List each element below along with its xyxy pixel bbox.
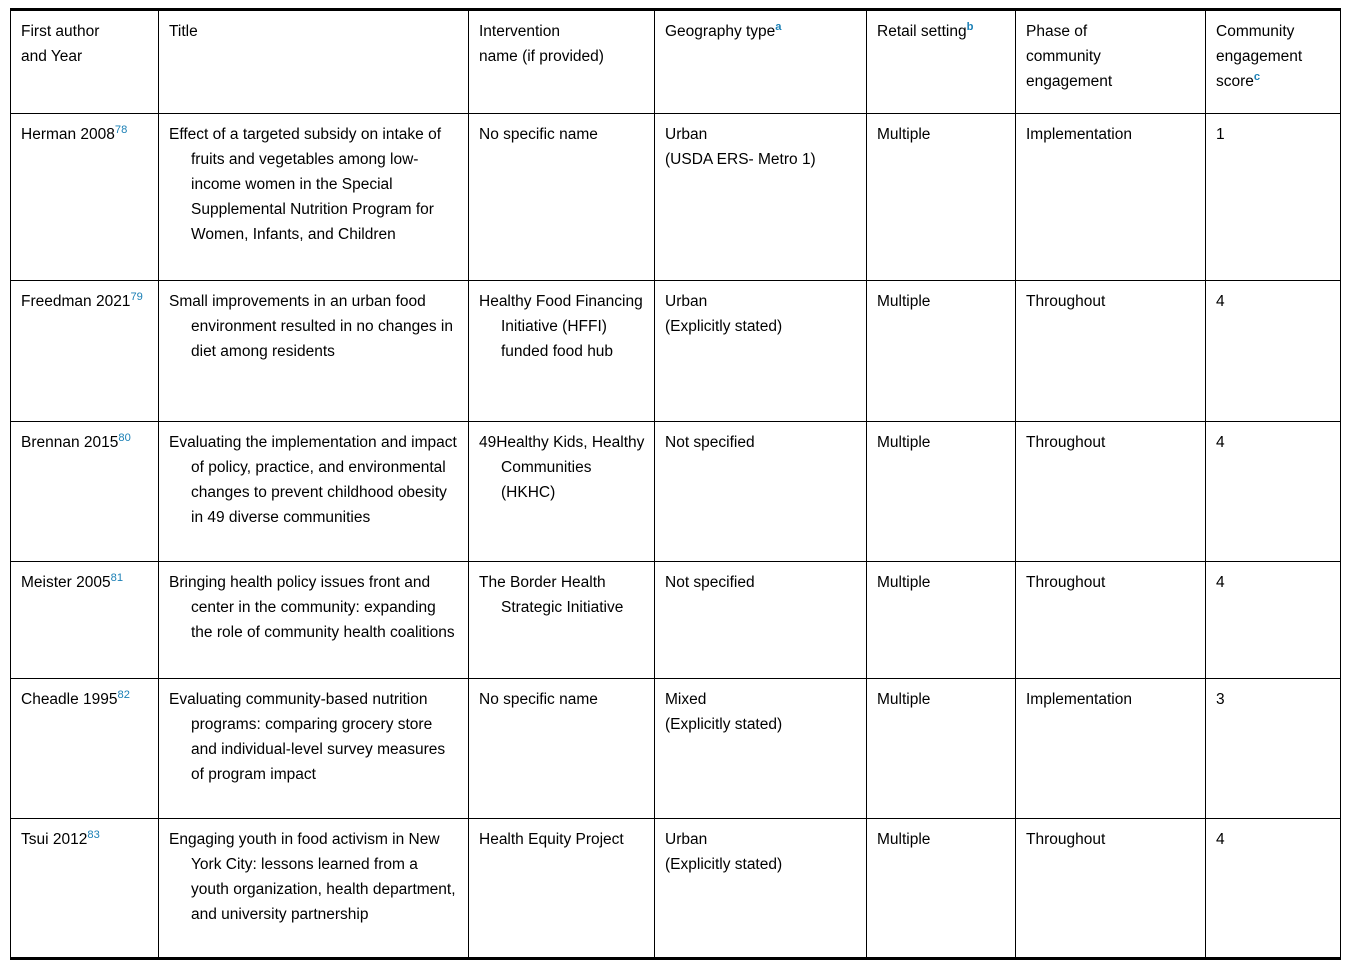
geography-primary: Mixed [665,691,707,708]
cell-intervention-name: No specific name [469,114,655,281]
geography-detail: (Explicitly stated) [665,716,783,734]
cell-retail-setting: Multiple [867,422,1016,562]
table-row [11,114,1341,281]
header-text: score [1216,73,1254,91]
cell-phase-of-engagement: Throughout [1016,562,1206,679]
cell-title: Small improvements in an urban food environment resulted in no changes in diet among residents [159,281,469,422]
header-line: Community [1216,23,1295,40]
cell-title: Evaluating community-based nutrition programs: comparing grocery store and individual-level survey measures of program impact [159,679,469,819]
author-year-text: Freedman 2021 [21,293,131,310]
cell-engagement-score: 4 [1206,562,1341,679]
cell-title: Engaging youth in food activism in New York City: lessons learned from a youth organization, health department, and university partnership [159,819,469,959]
reference-number: 83 [87,828,100,841]
cell-geography-type [655,114,867,281]
footnote-marker-b: b [966,20,974,33]
cell-geography-type [655,819,867,959]
cell-first-author-and-year [11,679,159,819]
cell-engagement-score: 3 [1206,679,1341,819]
header-line: engagement [1216,48,1303,66]
cell-title: Effect of a targeted subsidy on intake of fruits and vegetables among low-income women in the Special Supplemental Nutrition Program for Women, Infants, and Children [159,114,469,281]
cell-phase-of-engagement: Implementation [1016,679,1206,819]
reference-number: 80 [118,431,131,444]
study-characteristics-table-container [10,8,1340,960]
column-header-geography-type [655,10,867,114]
geography-primary: Not specified [665,434,755,451]
header-row [11,10,1341,114]
cell-title: Evaluating the implementation and impact of policy, practice, and environmental changes to prevent childhood obesity in 49 diverse communities [159,422,469,562]
table-row [11,819,1341,959]
column-header-community-engagement-score [1206,10,1341,114]
header-text: Retail setting [877,23,967,40]
cell-phase-of-engagement: Throughout [1016,422,1206,562]
author-year-text: Cheadle 1995 [21,691,118,708]
cell-first-author-and-year [11,819,159,959]
column-header-first-author-and-year [11,10,159,114]
cell-geography-type [655,281,867,422]
author-year-text: Herman 2008 [21,126,115,143]
cell-intervention-name: Health Equity Project [469,819,655,959]
header-line: name (if provided) [479,48,604,66]
column-header-intervention-name [469,10,655,114]
cell-retail-setting: Multiple [867,819,1016,959]
cell-intervention-name: No specific name [469,679,655,819]
table-row [11,281,1341,422]
table-row [11,679,1341,819]
cell-intervention-name: Healthy Food Financing Initiative (HFFI) funded food hub [469,281,655,422]
geography-primary: Not specified [665,574,755,591]
geography-detail: (Explicitly stated) [665,856,783,874]
author-year-text: Tsui 2012 [21,831,88,848]
header-text: Geography type [665,23,776,40]
cell-geography-type [655,679,867,819]
header-line: and Year [21,48,83,66]
geography-primary: Urban [665,126,708,143]
header-line [1216,69,1331,94]
cell-first-author-and-year [11,281,159,422]
cell-retail-setting: Multiple [867,679,1016,819]
author-year-text: Meister 2005 [21,574,111,591]
cell-intervention-name: 49Healthy Kids, Healthy Communities (HKHC) [469,422,655,562]
cell-engagement-score: 1 [1206,114,1341,281]
header-line: Intervention [479,23,560,40]
column-header-phase-of-community-engagement [1016,10,1206,114]
column-header-title [159,10,469,114]
author-year-text: Brennan 2015 [21,434,119,451]
footnote-marker-a: a [775,20,782,33]
cell-engagement-score: 4 [1206,422,1341,562]
footnote-marker-c: c [1253,71,1261,84]
table-header [11,10,1341,114]
cell-phase-of-engagement: Implementation [1016,114,1206,281]
header-line: engagement [1026,73,1113,91]
header-line [877,19,1006,44]
cell-geography-type [655,422,867,562]
cell-engagement-score: 4 [1206,819,1341,959]
header-line: Title [169,23,198,40]
geography-detail: (USDA ERS- Metro 1) [665,151,816,169]
cell-phase-of-engagement: Throughout [1016,819,1206,959]
reference-number: 81 [110,571,124,584]
table-row [11,422,1341,562]
cell-first-author-and-year [11,562,159,679]
cell-retail-setting: Multiple [867,562,1016,679]
cell-retail-setting: Multiple [867,281,1016,422]
header-line: First author [21,23,100,40]
geography-primary: Urban [665,293,708,310]
cell-intervention-name: The Border Health Strategic Initiative [469,562,655,679]
header-line: community [1026,48,1101,66]
cell-geography-type [655,562,867,679]
reference-number: 78 [114,123,128,136]
cell-phase-of-engagement: Throughout [1016,281,1206,422]
table-row [11,562,1341,679]
geography-primary: Urban [665,831,708,848]
cell-first-author-and-year [11,114,159,281]
reference-number: 79 [130,290,143,303]
cell-first-author-and-year [11,422,159,562]
table-body [11,114,1341,959]
reference-number: 82 [117,688,130,701]
study-characteristics-table [10,8,1341,960]
cell-engagement-score: 4 [1206,281,1341,422]
geography-detail: (Explicitly stated) [665,318,783,336]
cell-title: Bringing health policy issues front and center in the community: expanding the role of community health coalitions [159,562,469,679]
column-header-retail-setting [867,10,1016,114]
cell-retail-setting: Multiple [867,114,1016,281]
header-line: Phase of [1026,23,1088,40]
header-line [665,19,857,44]
